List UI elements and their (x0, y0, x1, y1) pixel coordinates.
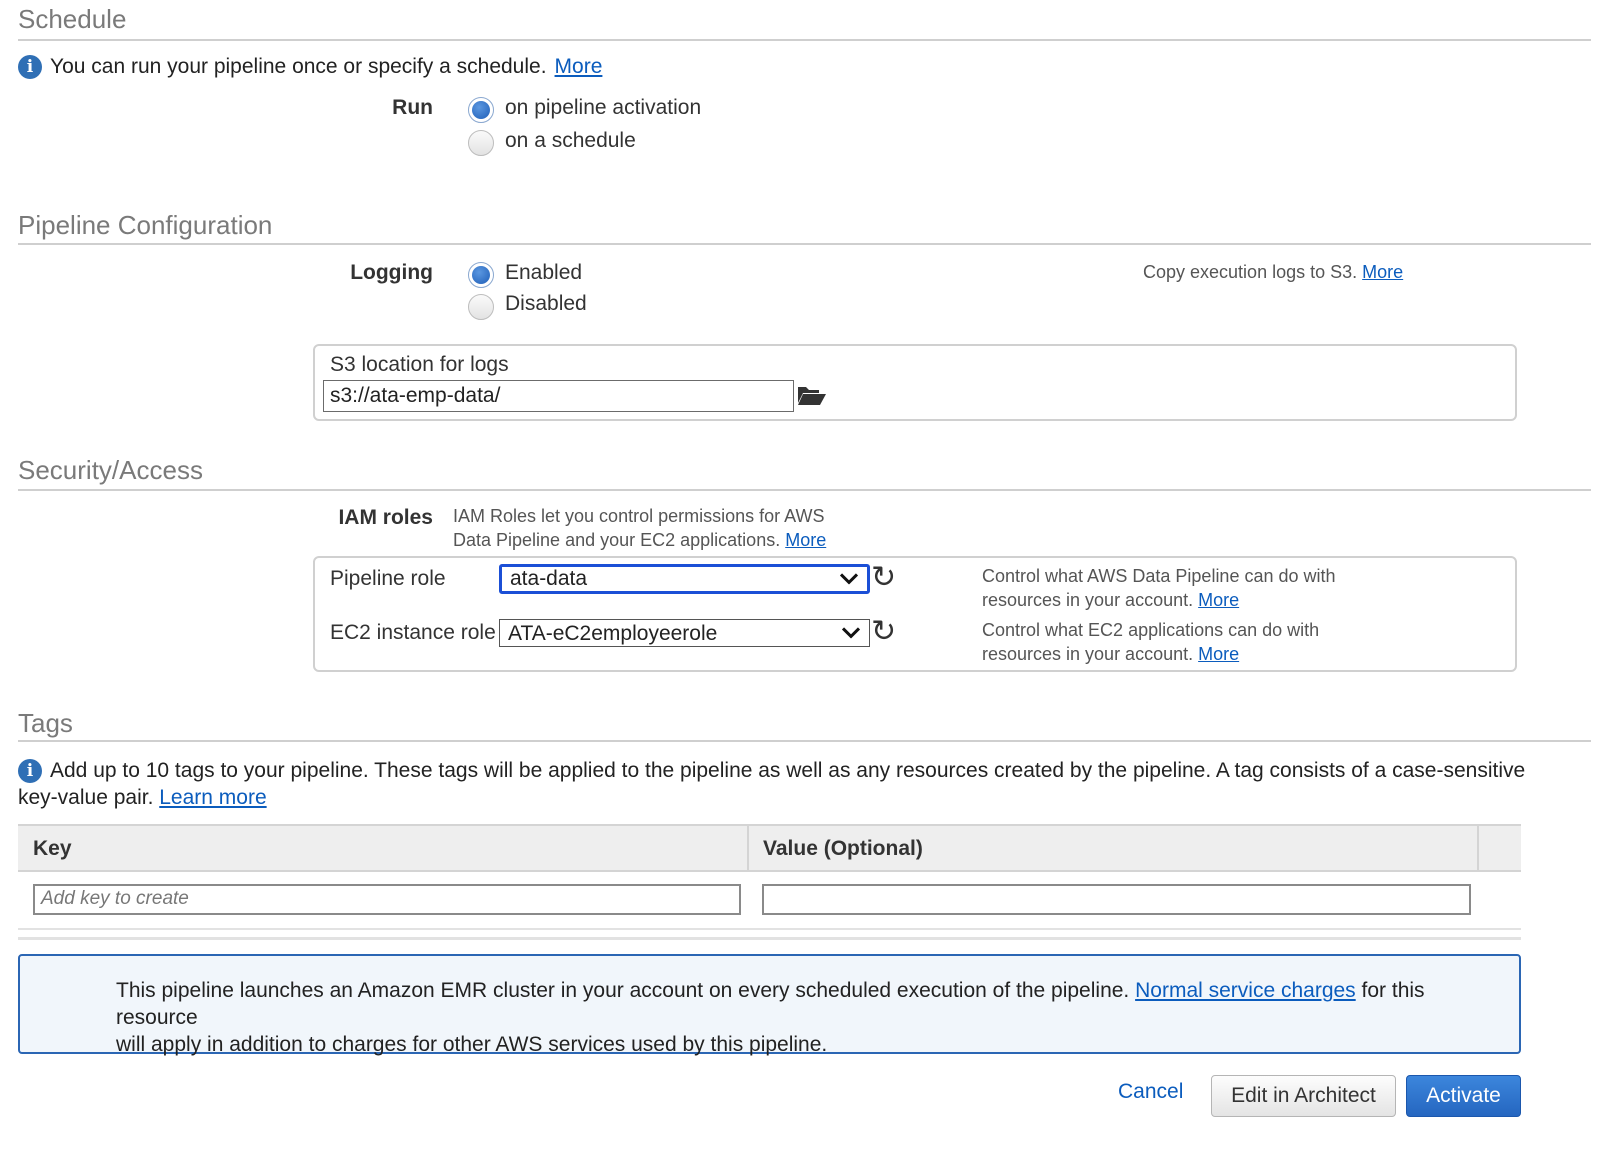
divider (18, 39, 1591, 41)
emr-charges-notice (18, 954, 1521, 1054)
tag-value-input[interactable] (762, 884, 1471, 915)
tags-learn-more-link[interactable]: Learn more (159, 786, 267, 809)
divider (18, 740, 1591, 742)
pipeline-role-label: Pipeline role (330, 567, 446, 590)
schedule-section-title: Schedule (18, 4, 127, 34)
pipeline-role-select[interactable] (499, 564, 870, 594)
radio-logging-disabled[interactable] (468, 294, 494, 320)
ec2-role-select[interactable] (499, 619, 870, 647)
notice-text-part: This pipeline launches an Amazon EMR cluster in your account on every scheduled execution of the pipeline. (116, 979, 1130, 1002)
iam-desc-line: IAM Roles let you control permissions for AWS (453, 506, 825, 526)
iam-more-link[interactable]: More (785, 530, 827, 550)
ec2-role-help-line: resources in your account. (982, 644, 1194, 664)
ec2-role-help-line: Control what EC2 applications can do with (982, 620, 1320, 640)
tags-info-text: Add up to 10 tags to your pipeline. These tags will be applied to the pipeline as well as any resources created by the pipeline. A tag consists of a case-sensitive (50, 759, 1526, 782)
radio-logging-enabled[interactable] (468, 262, 494, 288)
logging-help (1143, 260, 1403, 284)
info-icon: i (18, 55, 42, 79)
pipeline-config-section-title: Pipeline Configuration (18, 210, 273, 240)
chevron-down-icon (841, 626, 861, 638)
schedule-info (18, 55, 602, 79)
s3-location-input[interactable]: s3://ata-emp-data/ (323, 380, 794, 412)
pipeline-role-help (982, 564, 1336, 612)
pipeline-role-help-line: resources in your account. (982, 590, 1194, 610)
pipeline-role-more-link[interactable]: More (1198, 590, 1240, 610)
cancel-button[interactable]: Cancel (1118, 1080, 1184, 1103)
refresh-icon[interactable]: ↻ (871, 614, 897, 649)
logging-label: Logging (350, 261, 433, 284)
tags-info (18, 757, 1578, 811)
ec2-role-more-link[interactable]: More (1198, 644, 1240, 664)
tags-info-text: key-value pair. (18, 786, 154, 809)
radio-on-a-schedule[interactable] (468, 130, 494, 156)
divider (18, 243, 1591, 245)
notice-text (116, 977, 1506, 1058)
pipeline-role-value: ata-data (510, 567, 588, 590)
pipeline-role-help-line: Control what AWS Data Pipeline can do with (982, 566, 1336, 586)
refresh-icon[interactable]: ↻ (871, 560, 897, 595)
iam-roles-label: IAM roles (338, 506, 433, 529)
notice-text-part: will apply in addition to charges for other AWS services used by this pipeline. (116, 1033, 828, 1056)
folder-open-icon[interactable] (797, 384, 827, 406)
radio-label: on pipeline activation (505, 96, 702, 119)
logging-help-text: Copy execution logs to S3. (1143, 262, 1358, 282)
table-row (18, 872, 1521, 930)
iam-roles-description (453, 504, 826, 552)
logging-more-link[interactable]: More (1362, 262, 1404, 282)
schedule-more-link[interactable]: More (554, 55, 603, 78)
ec2-role-label: EC2 instance role (330, 621, 496, 644)
radio-label: on a schedule (505, 129, 636, 152)
info-icon: i (18, 759, 42, 783)
tag-key-input[interactable] (33, 884, 741, 915)
radio-on-pipeline-activation[interactable] (468, 97, 494, 123)
col-value-header: Value (Optional) (763, 837, 923, 860)
edit-in-architect-button[interactable]: Edit in Architect (1211, 1075, 1396, 1117)
iam-desc-line: Data Pipeline and your EC2 applications. (453, 530, 781, 550)
tags-section-title: Tags (18, 708, 73, 738)
col-key-header: Key (33, 837, 72, 860)
radio-label: Disabled (505, 292, 587, 315)
notice-text-part: for this resource (116, 979, 1425, 1029)
tag-key-placeholder: Add key to create (41, 888, 189, 909)
run-label: Run (392, 96, 433, 119)
ec2-role-help (982, 618, 1319, 666)
column-divider (747, 826, 749, 870)
radio-label: Enabled (505, 261, 583, 284)
column-divider (1477, 826, 1479, 870)
tags-table-header (18, 824, 1521, 872)
s3-location-panel (313, 344, 1517, 421)
s3-location-label: S3 location for logs (330, 353, 509, 376)
chevron-down-icon (839, 572, 859, 584)
iam-roles-panel (313, 556, 1517, 672)
divider (18, 937, 1521, 940)
activate-button[interactable]: Activate (1406, 1075, 1521, 1117)
security-section-title: Security/Access (18, 455, 203, 485)
divider (18, 489, 1591, 491)
schedule-info-text: You can run your pipeline once or specify a schedule. (50, 55, 547, 78)
normal-service-charges-link[interactable]: Normal service charges (1135, 979, 1356, 1002)
ec2-role-value: ATA-eC2employeerole (508, 622, 718, 645)
